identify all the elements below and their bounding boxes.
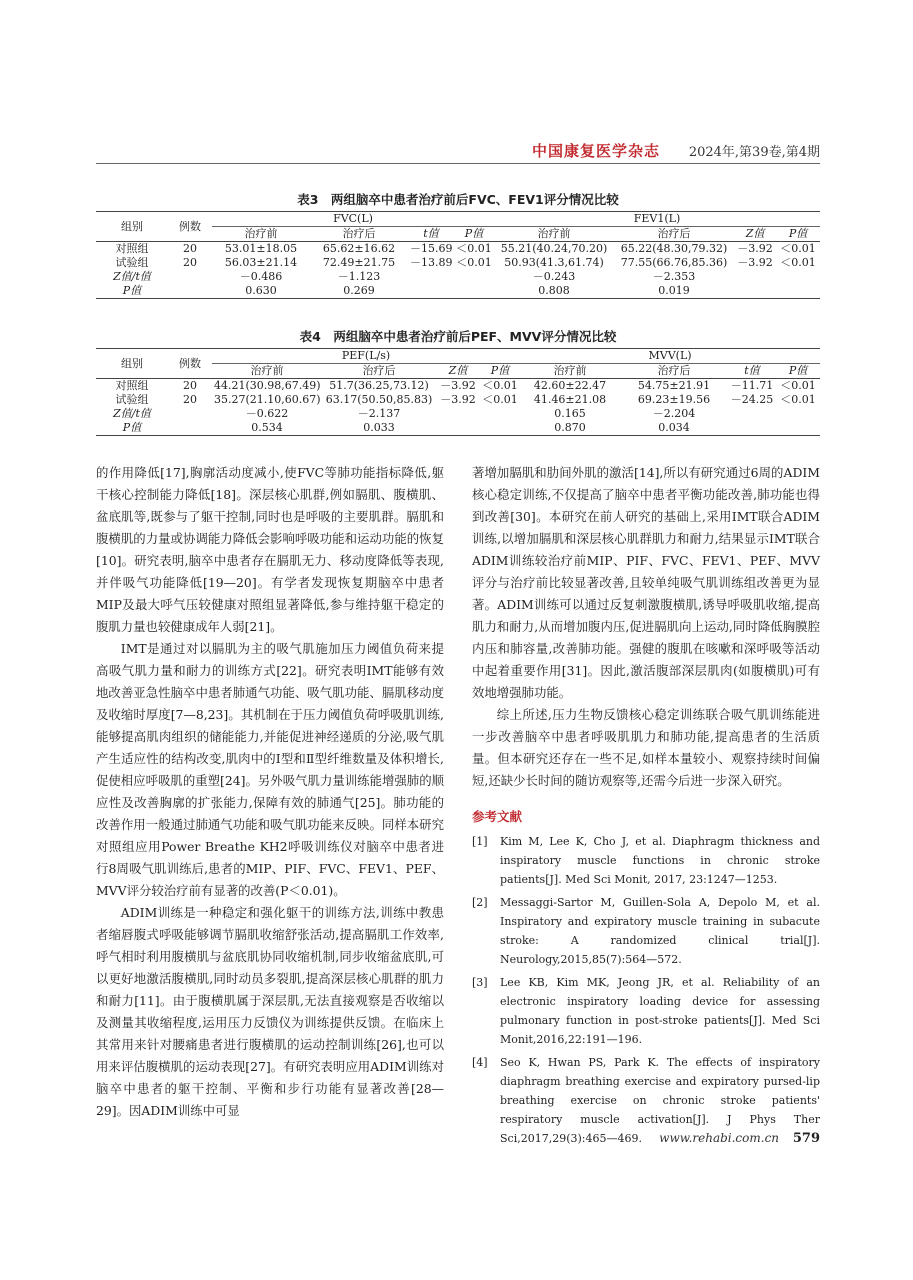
table-cell: 41.46±21.08 [533, 393, 607, 406]
table3-head-n: 例数 [168, 212, 212, 242]
table3-head-t: t值 [408, 227, 454, 242]
table-cell: －0.622 [245, 407, 289, 420]
table-row [96, 256, 820, 270]
table4-head-group: 组别 [96, 349, 168, 379]
table-cell [776, 284, 820, 299]
row-label: 对照组 [115, 242, 149, 255]
references-heading: 参考文献 [472, 809, 523, 824]
table-cell: 69.23±19.56 [637, 393, 711, 406]
table-cell: －2.137 [357, 407, 401, 420]
body-paragraph: 综上所述,压力生物反馈核心稳定训练联合吸气肌训练能进一步改善脑卒中患者呼吸肌肌力和肺功能,提高患者的生活质量。但本研究还存在一些不足,如样本量较小、观察持续时间偏短,还缺少长时间的随访观察等,还需今后进一步深入研究。 [472, 707, 820, 788]
table-cell: ＜0.01 [456, 242, 492, 255]
table-cell [436, 407, 480, 421]
table3-head-fvc: FVC(L) [212, 212, 494, 227]
table-cell: 20 [183, 256, 197, 269]
row-label: 试验组 [115, 256, 149, 269]
table3-body [96, 242, 820, 299]
table-cell: －0.243 [532, 270, 576, 283]
reference-number: [4] [472, 1056, 488, 1069]
table4-head-p: P值 [480, 364, 520, 379]
left-column [96, 462, 444, 1122]
table-cell: 0.019 [614, 284, 734, 299]
table-cell: 53.01±18.05 [224, 242, 298, 255]
table-cell: 44.21(30.98,67.49) [214, 379, 321, 392]
body-paragraph: IMT是通过对以膈肌为主的吸气肌施加压力阈值负荷来提高吸气肌力量和耐力的训练方式[22]。研究表明IMT能够有效地改善亚急性脑卒中患者肺通气功能、吸气肌功能、膈肌移动度及收缩时厚度[7—8,23]。其机制在于压力阈值负荷呼吸肌训练,能够提高肌肉组织的储能能力,并能促进神经递质的分泌,吸气肌产生适应性的结构改变,肌肉中的Ⅰ型和Ⅱ型纤维数量及体积增长,促使相应呼吸肌的重塑[24]。另外吸气肌力量训练能增强肺的顺应性及改善胸廓的扩张能力,保障有效的肺通气[25]。肺功能的改善作用一般通过肺通气功能和吸气肌功能来反映。同样本研究对照组应用Power Breathe KH2呼吸训练仪对脑卒中患者进行8周吸气肌训练后,患者的MIP、PIF、FVC、FEV1、PEF、MVV评分较治疗前有显著的改善(P＜0.01)。 [96, 641, 444, 898]
body-paragraph: ADIM训练是一种稳定和强化躯干的训练方法,训练中教患者缩唇腹式呼吸能够调节膈肌收缩舒张活动,提高膈肌工作效率,呼气相时利用腹横肌与盆底肌协同收缩机制,同步收缩盆底肌,可以更好地激活腹横肌,同时动员多裂肌,提高深层核心肌群的肌力和耐力[11]。由于腹横肌属于深层肌,无法直接观察是否收缩以及测量其收缩程度,运用压力反馈仪为训练提供反馈。在临床上其常用来针对腰痛患者进行腹横肌的运动控制训练[26],也可以用来评估腹横肌的运动表现[27]。有研究表明应用ADIM训练对脑卒中患者的躯干控制、平衡和步行功能有显著改善[28—29]。因ADIM训练中可显 [96, 905, 444, 1118]
body-paragraph: 著增加膈肌和肋间外肌的激活[14],所以有研究通过6周的ADIM核心稳定训练,不仅提高了脑卒中患者平衡功能改善,肺功能也得到改善[30]。本研究在前人研究的基础上,采用IMT联合ADIM训练,以增加膈肌和深层核心肌群肌力和耐力,结果显示IMT联合ADIM训练较治疗前MIP、PIF、FVC、FEV1、PEF、MVV评分与治疗前比较显著改善,且较单纯吸气肌训练组改善更为显著。ADIM训练可以通过反复刺激腹横肌,诱导呼吸肌收缩,提高肌力和耐力,从而增加腹内压,促进膈肌向上运动,同时降低胸膜腔内压和肺容量,改善肺功能。强健的腹肌在咳嗽和深呼吸等活动中起着重要作用[31]。因此,激活腹部深层肌肉(如腹横肌)可有效地增强肺功能。 [472, 465, 820, 700]
table-row [96, 407, 820, 421]
table3-head-post: 治疗后 [310, 227, 408, 242]
table-cell: －13.89 [410, 256, 453, 269]
table-cell: －3.92 [737, 256, 773, 269]
reference-text: Seo K, Hwan PS, Park K. The effects of inspiratory diaphragm breathing exercise and expiratory pursed-lip breathing exercise on chronic stroke patients' respiratory muscle activation[J]. J Phys Ther Sci,2017,29(3):465—469. [500, 1056, 820, 1145]
row-label: 对照组 [115, 379, 149, 392]
table-cell [168, 284, 212, 299]
table-cell: ＜0.01 [780, 242, 816, 255]
table-cell [776, 407, 820, 421]
table3-head-fev1: FEV1(L) [494, 212, 820, 227]
reference-number: [1] [472, 835, 488, 848]
table-cell [734, 270, 776, 284]
table3-head-p2: P值 [776, 227, 820, 242]
table4-caption: 表4 两组脑卒中患者治疗前后PEF、MVV评分情况比较 [299, 329, 617, 344]
table4-head-t: t值 [728, 364, 776, 379]
table-cell: －11.71 [730, 379, 774, 392]
row-label: Z值/t值 [113, 270, 151, 283]
table-cell: －15.69 [410, 242, 453, 255]
table-cell: 54.75±21.91 [637, 379, 711, 392]
row-label: 试验组 [115, 393, 149, 406]
table-cell [734, 284, 776, 299]
table-cell: －3.92 [440, 379, 476, 392]
table4-head-pre: 治疗前 [212, 364, 322, 379]
table-cell: ＜0.01 [780, 256, 816, 269]
table-cell: ＜0.01 [780, 379, 816, 392]
table4-head-post2: 治疗后 [620, 364, 728, 379]
table3-head-group: 组别 [96, 212, 168, 242]
table-row [96, 421, 820, 436]
table3-caption: 表3 两组脑卒中患者治疗前后FVC、FEV1评分情况比较 [297, 192, 619, 207]
table-cell: ＜0.01 [780, 393, 816, 406]
table-cell [168, 421, 212, 436]
reference-number: [2] [472, 896, 488, 909]
page-header [96, 140, 820, 162]
table-cell: －1.123 [337, 270, 381, 283]
table-row [96, 379, 820, 394]
right-column [472, 462, 820, 1152]
table-cell: 0.269 [310, 284, 408, 299]
table4-head-pre2: 治疗前 [520, 364, 620, 379]
table-cell: －2.204 [652, 407, 696, 420]
table4-head-p2: P值 [776, 364, 820, 379]
table-cell: 42.60±22.47 [533, 379, 607, 392]
table-cell: 0.870 [520, 421, 620, 436]
row-label: Z值/t值 [113, 407, 151, 420]
table-cell: 56.03±21.14 [224, 256, 298, 269]
table3-head-pre2: 治疗前 [494, 227, 614, 242]
table-row [96, 284, 820, 299]
table4-body [96, 379, 820, 436]
table-cell [480, 407, 520, 421]
table-cell: 0.630 [212, 284, 310, 299]
table-row [96, 270, 820, 284]
table-cell [168, 407, 212, 421]
references-list [472, 832, 820, 1148]
table4-head-z: Z值 [436, 364, 480, 379]
table-cell: ＜0.01 [482, 379, 518, 392]
table3-head-post2: 治疗后 [614, 227, 734, 242]
reference-number: [3] [472, 976, 488, 989]
page-footer [659, 1131, 820, 1146]
table-cell: －3.92 [737, 242, 773, 255]
table-cell: －3.92 [440, 393, 476, 406]
table-cell: －24.25 [730, 393, 774, 406]
table-cell: 51.7(36.25,73.12) [329, 379, 429, 392]
table-cell [728, 421, 776, 436]
reference-text: Kim M, Lee K, Cho J, et al. Diaphragm thickness and inspiratory muscle functions in chronic stroke patients[J]. Med Sci Monit, 2017, 23:1247—1253. [500, 835, 820, 886]
table3 [96, 211, 820, 299]
body-paragraph: 的作用降低[17],胸廓活动度减小,使FVC等肺功能指标降低,躯干核心控制能力降低[18]。深层核心肌群,例如膈肌、腹横肌、盆底肌等,既参与了躯干控制,同时也是呼吸的主要肌群。膈肌和腹横肌的力量或协调能力降低会影响呼吸功能和运动功能的恢复[10]。研究表明,脑卒中患者存在膈肌无力、移动度降低等表现,并伴吸气功能降低[19—20]。有学者发现恢复期脑卒中患者MIP及最大呼气压较健康对照组显著降低,参与维持躯干稳定的腹肌力量也较健康成年人弱[21]。 [96, 465, 444, 634]
table-cell [408, 270, 454, 284]
table-cell [776, 270, 820, 284]
table-cell: 50.93(41.3,61.74) [504, 256, 604, 269]
table-cell: ＜0.01 [482, 393, 518, 406]
row-label: P值 [96, 284, 168, 299]
table-row [96, 242, 820, 257]
table3-head-pre: 治疗前 [212, 227, 310, 242]
page-number: 579 [792, 1131, 820, 1146]
reference-text: Messaggi-Sartor M, Guillen-Sola A, Depolo M, et al. Inspiratory and expiratory muscle training in subacute stroke: A randomized clinical trial[J]. Neurology,2015,85(7):564—572. [500, 896, 820, 966]
table4-head-mvv: MVV(L) [520, 349, 820, 364]
journal-url: www.rehabi.com.cn [659, 1131, 780, 1145]
table-cell: 35.27(21.10,60.67) [214, 393, 321, 406]
table3-head-p: P值 [454, 227, 494, 242]
table-cell [480, 421, 520, 436]
reference-item [472, 832, 820, 889]
table3-head-z: Z值 [734, 227, 776, 242]
journal-title: 中国康复医学杂志 [531, 142, 660, 160]
table-row [96, 393, 820, 407]
table4-head-post: 治疗后 [322, 364, 436, 379]
table-cell: 55.21(40.24,70.20) [500, 242, 608, 255]
table-cell: 72.49±21.75 [322, 256, 396, 269]
table-cell: 0.534 [212, 421, 322, 436]
table-cell: 65.62±16.62 [322, 242, 396, 255]
table-cell: 65.22(48.30,79.32) [620, 242, 728, 255]
reference-text: Lee KB, Kim MK, Jeong JR, et al. Reliability of an electronic inspiratory loading device for assessing pulmonary function in post-stroke patients[J]. Med Sci Monit,2016,22:191—196. [500, 976, 820, 1046]
table-cell [168, 270, 212, 284]
header-rule [96, 163, 820, 164]
reference-item [472, 893, 820, 969]
table-cell: 0.165 [554, 407, 586, 420]
table-cell [728, 407, 776, 421]
table4 [96, 348, 820, 436]
table-cell [454, 270, 494, 284]
issue-info: 2024年,第39卷,第4期 [688, 145, 820, 160]
table-cell: 0.033 [322, 421, 436, 436]
table-cell: ＜0.01 [456, 256, 492, 269]
table-cell [408, 284, 454, 299]
table-cell: 0.034 [620, 421, 728, 436]
table-cell: 20 [183, 242, 197, 255]
reference-item [472, 973, 820, 1049]
row-label: P值 [96, 421, 168, 436]
table-cell: －0.486 [239, 270, 283, 283]
table-cell [776, 421, 820, 436]
table-cell: 20 [183, 393, 197, 406]
table-cell: 63.17(50.50,85.83) [325, 393, 433, 406]
table-cell: 20 [183, 379, 197, 392]
table4-head-n: 例数 [168, 349, 212, 379]
table4-head-pef: PEF(L/s) [212, 349, 520, 364]
table-cell [436, 421, 480, 436]
table-cell [454, 284, 494, 299]
table-cell: 77.55(66.76,85.36) [620, 256, 728, 269]
table-cell: 0.808 [494, 284, 614, 299]
table-cell: －2.353 [652, 270, 696, 283]
